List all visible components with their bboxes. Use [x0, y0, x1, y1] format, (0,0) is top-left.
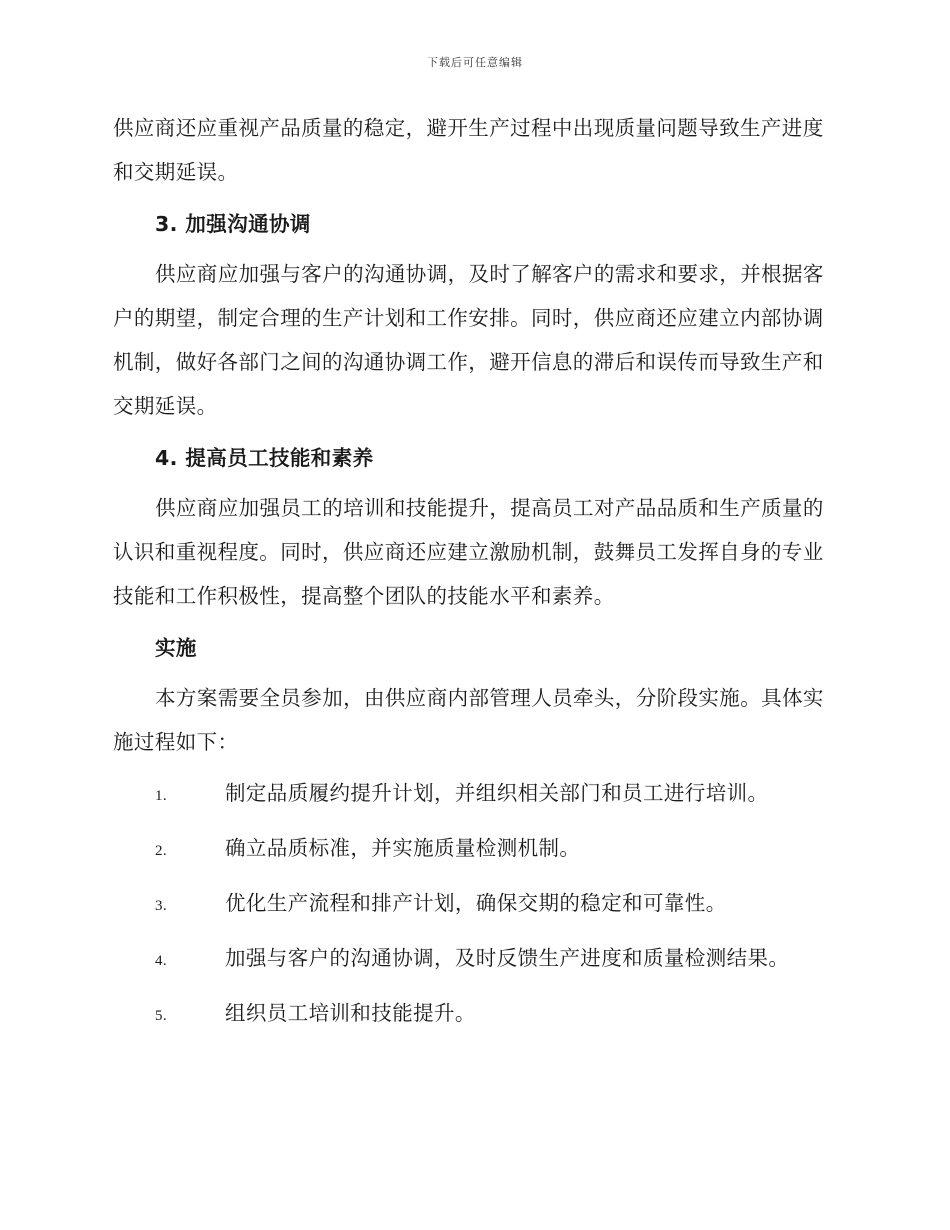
list-item-text: 优化生产流程和排产计划，确保交期的稳定和可靠性。	[225, 891, 727, 915]
paragraph-staff-skills: 供应商应加强员工的培训和技能提升，提高员工对产品品质和生产质量的认识和重视程度。同时，供应商还应建立激励机制，鼓舞员工发挥自身的专业技能和工作积极性，提高整个团队的技能水平和素养。	[113, 496, 824, 608]
paragraph-continuation: 供应商还应重视产品质量的稳定，避开生产过程中出现质量问题导致生产进度和交期延误。	[113, 116, 824, 184]
list-item-number: 3.	[155, 898, 168, 914]
header-note: 下载后可任意编辑	[427, 56, 523, 69]
list-item-number: 4.	[155, 953, 168, 969]
list-item-number: 2.	[155, 843, 168, 859]
paragraph-communication: 供应商应加强与客户的沟通协调，及时了解客户的需求和要求，并根据客户的期望，制定合理的生产计划和工作安排。同时，供应商还应建立内部协调机制，做好各部门之间的沟通协调工作，避开信息的滞后和误传而导致生产和交期延误。	[113, 262, 824, 418]
paragraph-implementation: 本方案需要全员参加，由供应商内部管理人员牵头，分阶段实施。具体实施过程如下：	[113, 686, 824, 754]
list-item-number: 1.	[155, 788, 168, 804]
list-item-text: 制定品质履约提升计划，并组织相关部门和员工进行培训。	[225, 781, 769, 805]
section-heading-implementation: 实施	[155, 636, 197, 660]
section-heading-communication: 3. 加强沟通协调	[155, 212, 311, 236]
list-item	[113, 886, 833, 941]
document-body	[113, 106, 833, 1051]
list-item	[113, 941, 833, 996]
implementation-steps-list	[113, 776, 833, 1051]
section-heading-staff-skills: 4. 提高员工技能和素养	[155, 446, 374, 470]
list-item-text: 组织员工培训和技能提升。	[225, 1001, 476, 1025]
list-item	[113, 776, 833, 831]
list-item	[113, 831, 833, 886]
list-item-number: 5.	[155, 1008, 168, 1024]
list-item	[113, 996, 833, 1051]
list-item-text: 加强与客户的沟通协调，及时反馈生产进度和质量检测结果。	[225, 946, 790, 970]
list-item-text: 确立品质标准，并实施质量检测机制。	[225, 836, 581, 860]
